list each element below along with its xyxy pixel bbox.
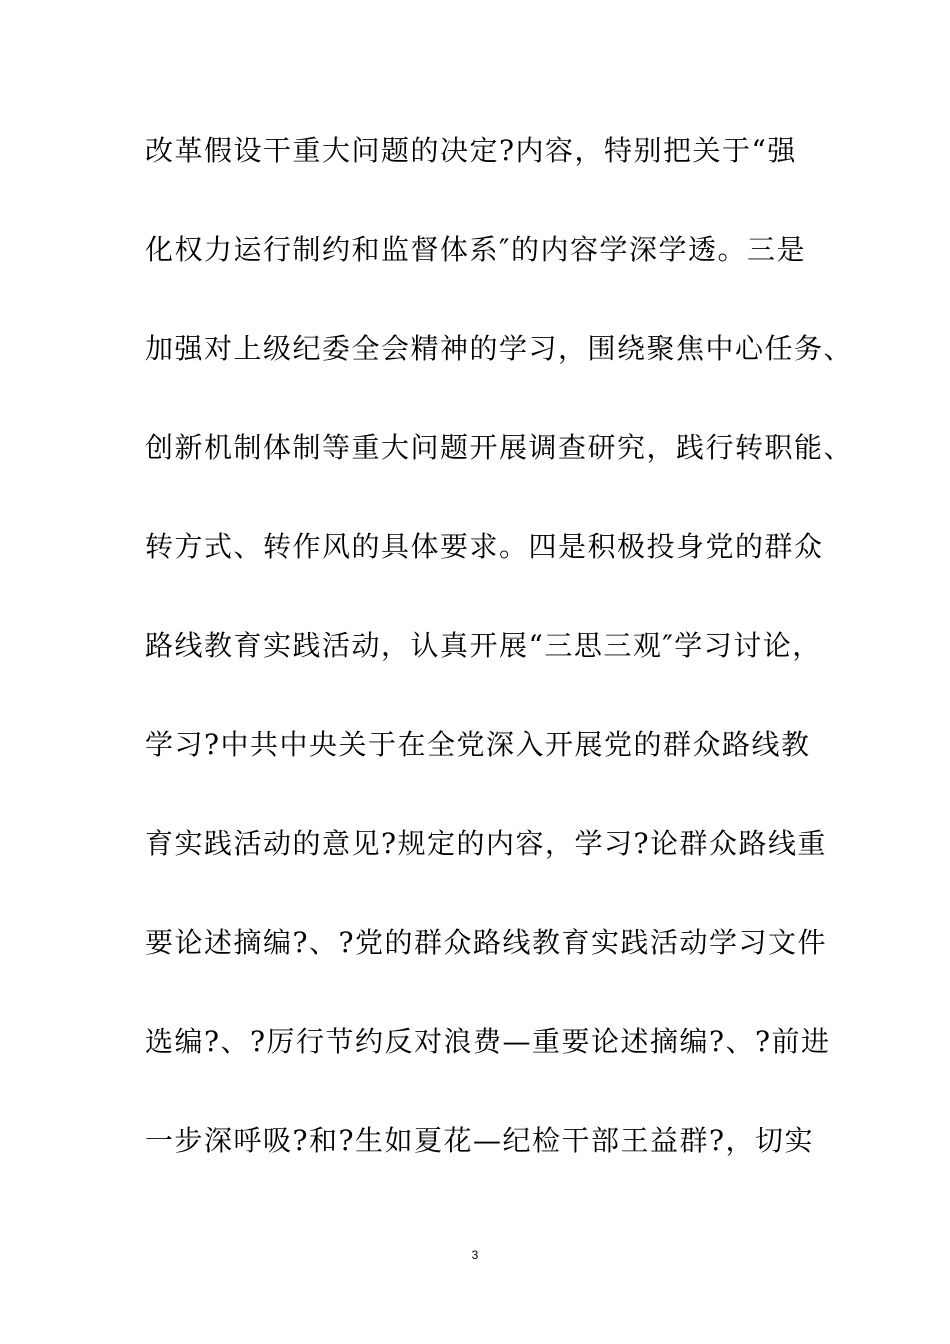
text-line: 路线教育实践活动，认真开展“三思三观″学习讨论，: [145, 629, 822, 662]
text-line: 选编?、?厉行节约反对浪费—重要论述摘编?、?前进: [145, 1025, 831, 1058]
text-line: 一步深呼吸?和?生如夏花—纪检干部王益群?，切实: [145, 1124, 815, 1157]
text-line: 加强对上级纪委全会精神的学习，围绕聚焦中心任务、: [145, 332, 854, 365]
page-number: 3: [471, 1248, 479, 1262]
text-line: 改革假设干重大问题的决定?内容，特别把关于“强: [145, 134, 797, 167]
text-line: 要论述摘编?、?党的群众路线教育实践活动学习文件: [145, 926, 828, 959]
text-line: 育实践活动的意见?规定的内容，学习?论群众路线重: [145, 827, 828, 860]
text-line: 学习?中共中央关于在全党深入开展党的群众路线教: [145, 728, 811, 761]
text-line: 创新机制体制等重大问题开展调查研究，践行转职能、: [145, 431, 854, 464]
text-line: 化权力运行制约和监督体系″的内容学深学透。三是: [145, 233, 806, 266]
text-line: 转方式、转作风的具体要求。四是积极投身党的群众: [145, 530, 824, 563]
